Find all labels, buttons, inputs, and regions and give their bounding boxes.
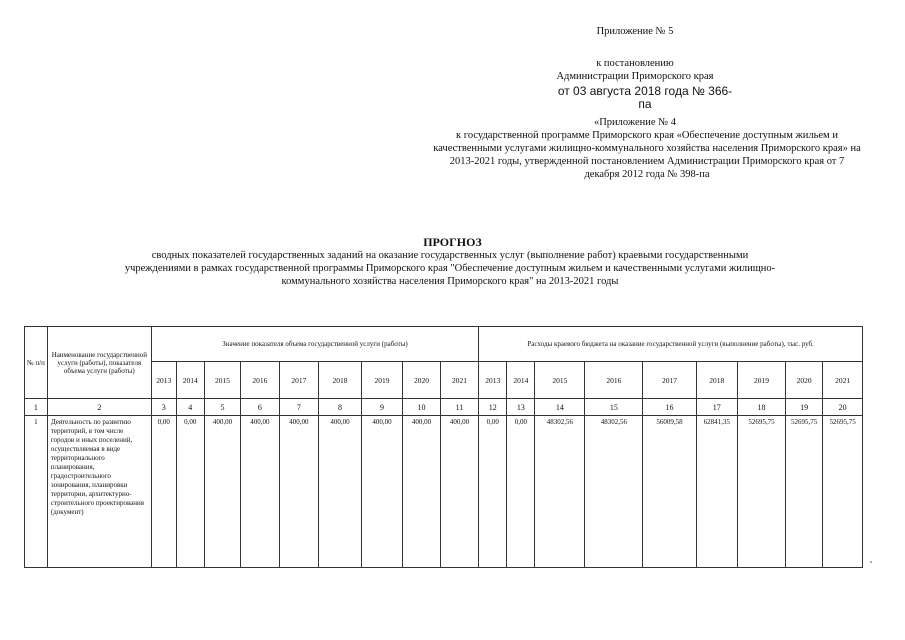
column-number: 13	[507, 399, 535, 416]
expense-value-cell: 0,00	[507, 416, 535, 568]
volume-value-cell: 400,00	[319, 416, 362, 568]
header-name: Наименование государственной услуги (работы), показателя объема услуги (работы)	[47, 327, 151, 399]
expense-year-header: 2017	[643, 362, 696, 399]
row-number: 1	[25, 416, 48, 568]
volume-year-header: 2014	[176, 362, 204, 399]
appendix-5-label: Приложение № 5	[596, 26, 674, 37]
column-number: 20	[823, 399, 863, 416]
service-name: Деятельность по развитию территорий, в том числе городов и иных поселений, осуществляемая в виде территориального планирования, градостроительного зонирования, планировки территории, архитектурно-строительного проектирования (документ)	[47, 416, 151, 568]
resolution-date: от 03 августа 2018 года № 366-па	[557, 84, 733, 111]
column-number: 10	[403, 399, 440, 416]
volume-value-cell: 400,00	[279, 416, 319, 568]
column-number: 8	[319, 399, 362, 416]
expense-year-header: 2020	[785, 362, 822, 399]
column-number: 9	[361, 399, 403, 416]
volume-year-header: 2017	[279, 362, 319, 399]
program-reference: к государственной программе Приморского края «Обеспечение доступным жильем и качественными услугами жилищно-коммунального хозяйства населения Приморского края» на 2013-2021 годы, утвержденной постановлением Администрации Приморского края от 7 декабря 2012 года № 398-па	[433, 130, 861, 180]
document-subtitle: сводных показателей государственных заданий на оказание государственных услуг (выполнение работ) краевыми государственными учреждениями в рамках государственной программы Приморского края "Обеспечение доступным жильем и качественными услугами жилищно-коммунального хозяйства населения Приморского края" на 2013-2021 годы	[124, 250, 776, 287]
volume-year-header: 2021	[440, 362, 479, 399]
to-resolution-label: к постановлению	[596, 58, 674, 69]
volume-value-cell: 400,00	[440, 416, 479, 568]
column-number: 18	[738, 399, 786, 416]
column-number: 11	[440, 399, 479, 416]
volume-year-header: 2020	[403, 362, 440, 399]
column-number: 15	[585, 399, 643, 416]
volume-value-cell: 400,00	[403, 416, 440, 568]
volume-value-cell: 0,00	[151, 416, 176, 568]
column-number: 14	[535, 399, 585, 416]
table-row	[25, 416, 863, 568]
expense-year-header: 2015	[535, 362, 585, 399]
column-number: 3	[151, 399, 176, 416]
column-number: 2	[47, 399, 151, 416]
document-title: ПРОГНОЗ	[423, 235, 482, 249]
volume-value-cell: 400,00	[241, 416, 279, 568]
header-expense-group: Расходы краевого бюджета на оказание государственной услуги (выполнение работы), тыс. руб.	[479, 327, 863, 362]
column-number: 16	[643, 399, 696, 416]
volume-year-header: 2015	[204, 362, 240, 399]
column-number: 19	[785, 399, 822, 416]
expense-value-cell: 52695,75	[738, 416, 786, 568]
expense-year-header: 2014	[507, 362, 535, 399]
column-number: 4	[176, 399, 204, 416]
volume-value-cell: 0,00	[176, 416, 204, 568]
expense-value-cell: 52695,75	[785, 416, 822, 568]
expense-value-cell: 56009,58	[643, 416, 696, 568]
expense-year-header: 2018	[696, 362, 738, 399]
expense-year-header: 2019	[738, 362, 786, 399]
volume-year-header: 2016	[241, 362, 279, 399]
expense-value-cell: 0,00	[479, 416, 507, 568]
margin-mark: »	[870, 560, 873, 565]
administration-label: Администрации Приморского края	[556, 71, 714, 82]
header-num: № п/п	[25, 327, 48, 399]
expense-value-cell: 62841,35	[696, 416, 738, 568]
column-number: 17	[696, 399, 738, 416]
column-number: 7	[279, 399, 319, 416]
expense-year-header: 2016	[585, 362, 643, 399]
appendix-4-label: «Приложение № 4	[593, 117, 677, 128]
expense-value-cell: 52695,75	[823, 416, 863, 568]
column-number: 5	[204, 399, 240, 416]
volume-year-header: 2018	[319, 362, 362, 399]
volume-value-cell: 400,00	[361, 416, 403, 568]
header-volume-group: Значение показателя объема государственной услуги (работы)	[151, 327, 478, 362]
expense-value-cell: 48302,56	[585, 416, 643, 568]
volume-year-header: 2019	[361, 362, 403, 399]
expense-value-cell: 48302,56	[535, 416, 585, 568]
volume-year-header: 2013	[151, 362, 176, 399]
column-number: 6	[241, 399, 279, 416]
expense-year-header: 2021	[823, 362, 863, 399]
column-number: 12	[479, 399, 507, 416]
column-number: 1	[25, 399, 48, 416]
volume-value-cell: 400,00	[204, 416, 240, 568]
forecast-table	[24, 326, 863, 568]
expense-year-header: 2013	[479, 362, 507, 399]
